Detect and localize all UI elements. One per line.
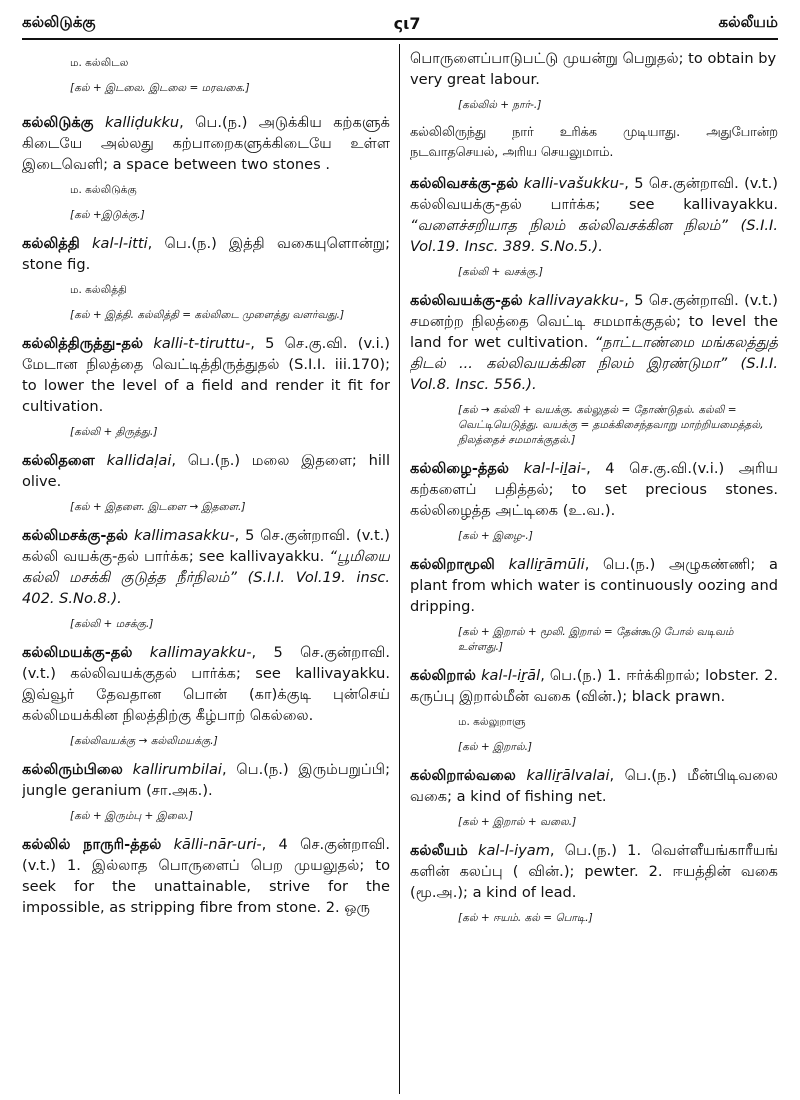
cognate: ம. கல்லுறாளு: [458, 716, 526, 728]
transliteration: kalliḍukku: [104, 114, 180, 131]
headword: கல்லித்திருத்து-தல்: [22, 335, 144, 352]
headword: கல்லீயம்: [410, 842, 468, 859]
headword: கல்லிறாமூலி: [410, 556, 495, 573]
dictionary-entry: [410, 665, 778, 707]
headword: கல்லிதளை: [22, 452, 95, 469]
headword: கல்லிமசக்கு-தல்: [22, 527, 129, 544]
transliteration: kālli-nār-uri-: [173, 836, 262, 853]
dictionary-entry: [22, 759, 390, 801]
definition: , பெ.(ந.) இரும்பறுப்பி; jungle geranium (சா.அக.).: [22, 761, 390, 799]
definition: , 5 செ.குன்றாவி. (v.t.) சமனற்ற நிலத்தை வெட்டி சமமாக்குதல்; to level the land for wet cultivation.: [410, 292, 778, 351]
transliteration: kalliṟāmūli: [508, 556, 585, 573]
usage-note: கல்லிலிருந்து நார் உரிக்க முடியாது. அதுபோன்ற நடவாதசெயல், அரிய செயலுமாம்.: [410, 125, 778, 160]
left-column: [22, 48, 390, 1094]
headword: கல்லித்தி: [22, 235, 80, 252]
definition: , 4 செ.குன்றாவி. (v.t.) 1. இல்லாத பொருளைப் பெற முயலுதல்; to seek for the unattainable, strive for the impossible, as stripping fibre from stone. 2. ஒரு: [22, 836, 390, 916]
headword: கல்லிழை-த்தல்: [410, 460, 510, 477]
right-column: [410, 48, 778, 1094]
transliteration: kallimasakku-: [133, 527, 235, 544]
column-divider: [399, 44, 400, 1094]
page-number: ςι7: [393, 13, 421, 33]
page-header: [22, 8, 778, 40]
cognate: ம. கல்லிடுக்கு: [70, 184, 137, 196]
etymology: [கல் +இடுக்கு.]: [70, 209, 145, 221]
transliteration: kal-l-itti: [92, 235, 148, 252]
transliteration: kal-l-iyam: [478, 842, 550, 859]
dictionary-entry: [410, 765, 778, 807]
etymology: [கல் + இழை-.]: [458, 530, 533, 542]
definition: , பெ.(ந.) அழுகண்ணி; a plant from which water is continuously oozing and dripping.: [410, 556, 778, 615]
headword: கல்லிமயக்கு-தல்: [22, 644, 133, 661]
dictionary-entry: [410, 290, 778, 395]
dictionary-entry: [410, 458, 778, 521]
citation-quote: “வளைச்சறியாத நிலம் கல்லிவசக்கின நிலம்” (S.I.I. Vol.19. Insc. 389. S.No.5.).: [410, 217, 778, 255]
definition: , 5 செ.கு.வி. (v.i.) மேடான நிலத்தை வெட்டித்திருத்துதல் (S.I.I. iii.170); to lower the level of a field and render it fit for cultivation.: [22, 335, 390, 415]
definition: , 4 செ.கு.வி.(v.i.) அரிய கற்களைப் பதித்தல்; to set precious stones. கல்லிழைத்த அட்டிகை (உ.வ.).: [410, 460, 778, 519]
etymology: [கல் + இரும்பு + இலை.]: [70, 810, 193, 822]
definition: , 5 செ.குன்றாவி. (v.t.) கல்லி வயக்கு-தல் பார்க்க; see kallivayakku.: [22, 527, 390, 565]
dictionary-entry: [22, 233, 390, 275]
headword: கல்லிடுக்கு: [22, 114, 94, 131]
definition: , பெ.(ந.) 1. வெள்ளீயங்காரீயங் களின் கலப்பு ( வின்.); pewter. 2. ஈயத்தின் வகை (மூ.அ.); a kind of lead.: [410, 842, 778, 901]
cognate: ம. கல்லிடல: [70, 57, 129, 69]
definition: , பெ.(ந.) 1. ஈர்க்கிறால்; lobster. 2. கருப்பு இறால்மீன் வகை (வின்.); black prawn.: [410, 667, 778, 705]
headword: கல்லிறால்: [410, 667, 476, 684]
transliteration: kalli-vašukku-: [523, 175, 625, 192]
transliteration: kalli-t-tiruttu-: [153, 335, 251, 352]
dictionary-entry: [22, 450, 390, 492]
dictionary-entry: [22, 525, 390, 609]
transliteration: kal-l-iṟāl: [481, 667, 541, 684]
etymology: [கல் + ஈயம். கல் = பொடி.]: [458, 912, 593, 924]
headword: கல்லிறால்வலை: [410, 767, 516, 784]
etymology: [கல் + இறால்.]: [458, 741, 532, 753]
transliteration: kallimayakku-: [149, 644, 252, 661]
transliteration: kallirumbilai: [132, 761, 222, 778]
etymology: [கல்லிவயக்கு → கல்லிமயக்கு.]: [70, 735, 218, 747]
dictionary-entry: [410, 554, 778, 617]
dictionary-entry: [22, 642, 390, 726]
dictionary-entry: [22, 333, 390, 417]
etymology: [கல் + இடலை. இடலை = மரவகை.]: [70, 82, 250, 94]
transliteration: kallidaḷai: [106, 452, 172, 469]
definition: , 5 செ.குன்றாவி. (v.t.) கல்லிவயக்குதல் பார்க்க; see kallivayakku. இவ்வூர் தேவதான பொன் (கா)க்குடி புன்செய் கல்லிமயக்கின நிலத்திற்கு கீழ்பாற் கெல்லை.: [22, 644, 390, 724]
etymology: [கல்லி + திருத்து.]: [70, 426, 158, 438]
continued-definition: பொருளைப்பாடுபட்டு முயன்று பெறுதல்; to obtain by very great labour.: [410, 50, 777, 88]
definition: , பெ.(ந.) அடுக்கிய கற்களுக் கிடையே அல்லது கற்பாறைகளுக்கிடையே உள்ள இடைவெளி; a space between two stones .: [22, 114, 390, 173]
dictionary-entry: [410, 173, 778, 257]
etymology: [கல் + இறால் + மூலி. இறால் = தேன்கூடு போல் வடிவம் உள்ளது.]: [458, 626, 734, 653]
etymology: [கல் + இதளை. இடளை → இதளை.]: [70, 501, 246, 513]
headword: கல்லில் நாருரி-த்தல்: [22, 836, 162, 853]
dictionary-entry: [22, 834, 390, 918]
etymology: [கல் + இறால் + வலை.]: [458, 816, 577, 828]
citation-quote: “பூமியை கல்லி மசக்கி குடுத்த நீர்நிலம்” (S.I.I. Vol.19. insc. 402. S.No.8.).: [22, 548, 390, 607]
citation-quote: “நாட்டாண்மை மங்கலத்துத் திடல் ... கல்லிவயக்கின நிலம் இரண்டுமா” (S.I.I. Vol.8. Insc. 556.).: [410, 334, 778, 393]
definition: , பெ.(ந.) மலை இதளை; hill olive.: [22, 452, 390, 490]
etymology: [கல் + இத்தி. கல்லித்தி = கல்லிடை முளைத்து வளர்வது.]: [70, 309, 345, 321]
etymology: [கல்லி + மசக்கு.]: [70, 618, 154, 630]
definition: , 5 செ.குன்றாவி. (v.t.) கல்லிவயக்கு-தல் பார்க்க; see kallivayakku.: [410, 175, 778, 213]
etymology: [கல்லி + வசக்கு.]: [458, 266, 543, 278]
cognate: ம. கல்லித்தி: [70, 284, 127, 296]
header-left-word: கல்லிடுக்கு: [22, 13, 96, 31]
transliteration: kalliṟālvalai: [526, 767, 610, 784]
dictionary-entry: [22, 112, 390, 175]
definition: , பெ.(ந.) இத்தி வகையுளொன்று; stone fig.: [22, 235, 390, 273]
dictionary-entry: [410, 840, 778, 903]
definition: , பெ.(ந.) மீன்பிடிவலை வகை; a kind of fishing net.: [410, 767, 778, 805]
headword: கல்லிவயக்கு-தல்: [410, 292, 523, 309]
headword: கல்லிவசக்கு-தல்: [410, 175, 519, 192]
etymology: [கல்லில் + நார்-.]: [458, 99, 542, 111]
transliteration: kallivayakku-: [528, 292, 625, 309]
etymology: [கல் → கல்லி + வயக்கு. கல்லுதல் = தோண்டுதல். கல்லி = வெட்டியெடுத்து. வயக்கு = தமக்கிசைந்தவாறு மாற்றியமைத்தல், நிலத்தைச் சமமாக்குதல்.]: [458, 404, 764, 446]
headword: கல்லிரும்பிலை: [22, 761, 123, 778]
transliteration: kal-l-iḻai-: [523, 460, 587, 477]
header-right-word: கல்லீயம்: [718, 13, 778, 31]
